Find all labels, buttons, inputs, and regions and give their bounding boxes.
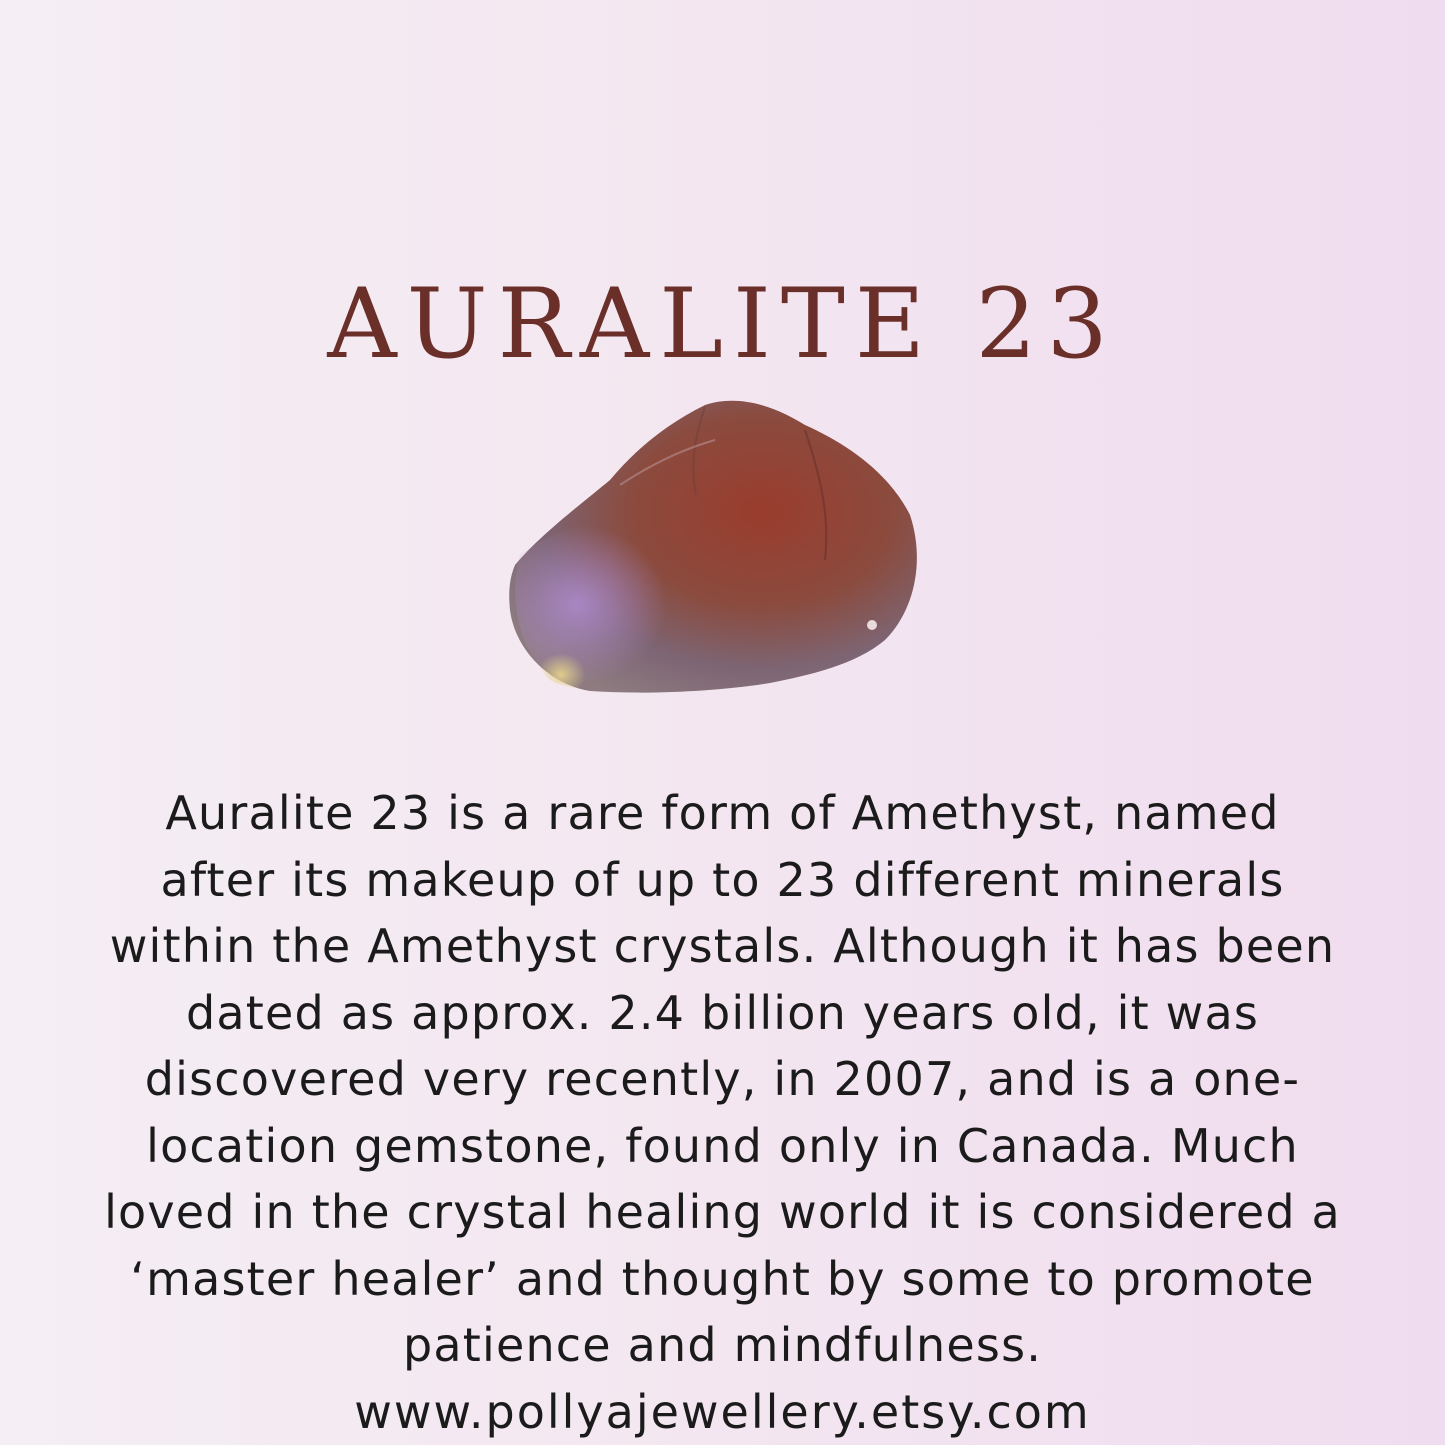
- description-line-6: location gemstone, found only in Canada. Much: [146, 1118, 1299, 1173]
- crystal-image: [500, 395, 930, 705]
- description-line-1: Auralite 23 is a rare form of Amethyst, named: [165, 786, 1280, 840]
- description-line-4: dated as approx. 2.4 billion years old, it was: [185, 985, 1260, 1040]
- description-line-5: discovered very recently, in 2007, and is a one-: [144, 1052, 1301, 1106]
- description-text: [60, 780, 1385, 1445]
- description-line-8: ‘master healer’ and thought by some to promote: [130, 1251, 1315, 1306]
- store-url[interactable]: www.pollyajewellery.etsy.com: [354, 1384, 1091, 1439]
- page-title: AURALITE 23: [327, 268, 1118, 381]
- auralite-crystal-icon: [500, 395, 930, 705]
- description-line-2: after its makeup of up to 23 different minerals: [160, 852, 1285, 907]
- description-line-9: patience and mindfulness.: [402, 1318, 1043, 1372]
- description-line-7: loved in the crystal healing world it is considered a: [104, 1185, 1341, 1239]
- description-line-3: within the Amethyst crystals. Although it has been: [109, 919, 1336, 973]
